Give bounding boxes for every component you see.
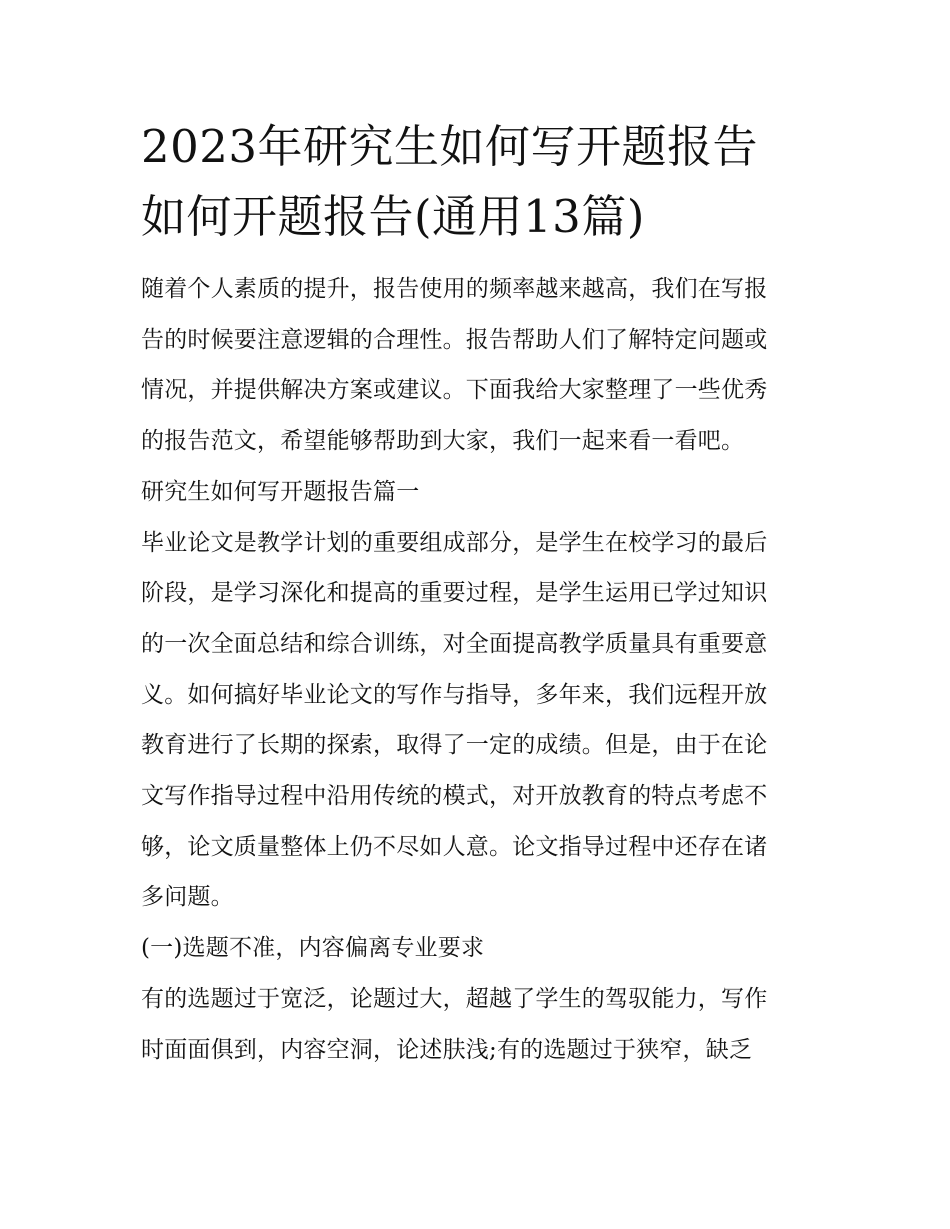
body-line-7: 够，论文质量整体上仍不尽如人意。论文指导过程中还存在诸	[141, 833, 768, 860]
body-line-6: 文写作指导过程中沿用传统的模式，对开放教育的特点考虑不	[141, 783, 768, 810]
body-line-1: 毕业论文是教学计划的重要组成部分，是学生在校学习的最后	[141, 529, 768, 556]
body-line-4: 义。如何搞好毕业论文的写作与指导，多年来，我们远程开放	[141, 681, 768, 708]
body-line-3: 的一次全面总结和综合训练，对全面提高教学质量具有重要意	[141, 630, 768, 657]
title-line-1: 2023年研究生如何写开题报告	[141, 120, 759, 173]
intro-line-4: 的报告范文，希望能够帮助到大家，我们一起来看一看吧。	[141, 428, 745, 455]
title-line-2: 如何开题报告(通用13篇)	[141, 190, 645, 243]
body-line-10: 时面面俱到，内容空洞，论述肤浅;有的选题过于狭窄，缺乏	[141, 1036, 753, 1063]
document-content	[141, 112, 813, 1075]
document-title	[141, 112, 813, 252]
intro-line-2: 告的时候要注意逻辑的合理性。报告帮助人们了解特定问题或	[141, 326, 768, 353]
body-text	[141, 264, 813, 1075]
body-line-8: 多问题。	[141, 884, 234, 911]
body-line-5: 教育进行了长期的探索，取得了一定的成绩。但是，由于在论	[141, 732, 768, 759]
intro-line-3: 情况，并提供解决方案或建议。下面我给大家整理了一些优秀	[141, 377, 768, 404]
body-line-9: 有的选题过于宽泛，论题过大，超越了学生的驾驭能力，写作	[141, 985, 768, 1012]
subheading-1: (一)选题不准，内容偏离专业要求	[141, 935, 485, 962]
intro-line-1: 随着个人素质的提升，报告使用的频率越来越高，我们在写报	[141, 276, 768, 302]
section-heading-1: 研究生如何写开题报告篇一	[141, 478, 420, 505]
body-line-2: 阶段，是学习深化和提高的重要过程，是学生运用已学过知识	[141, 580, 768, 607]
